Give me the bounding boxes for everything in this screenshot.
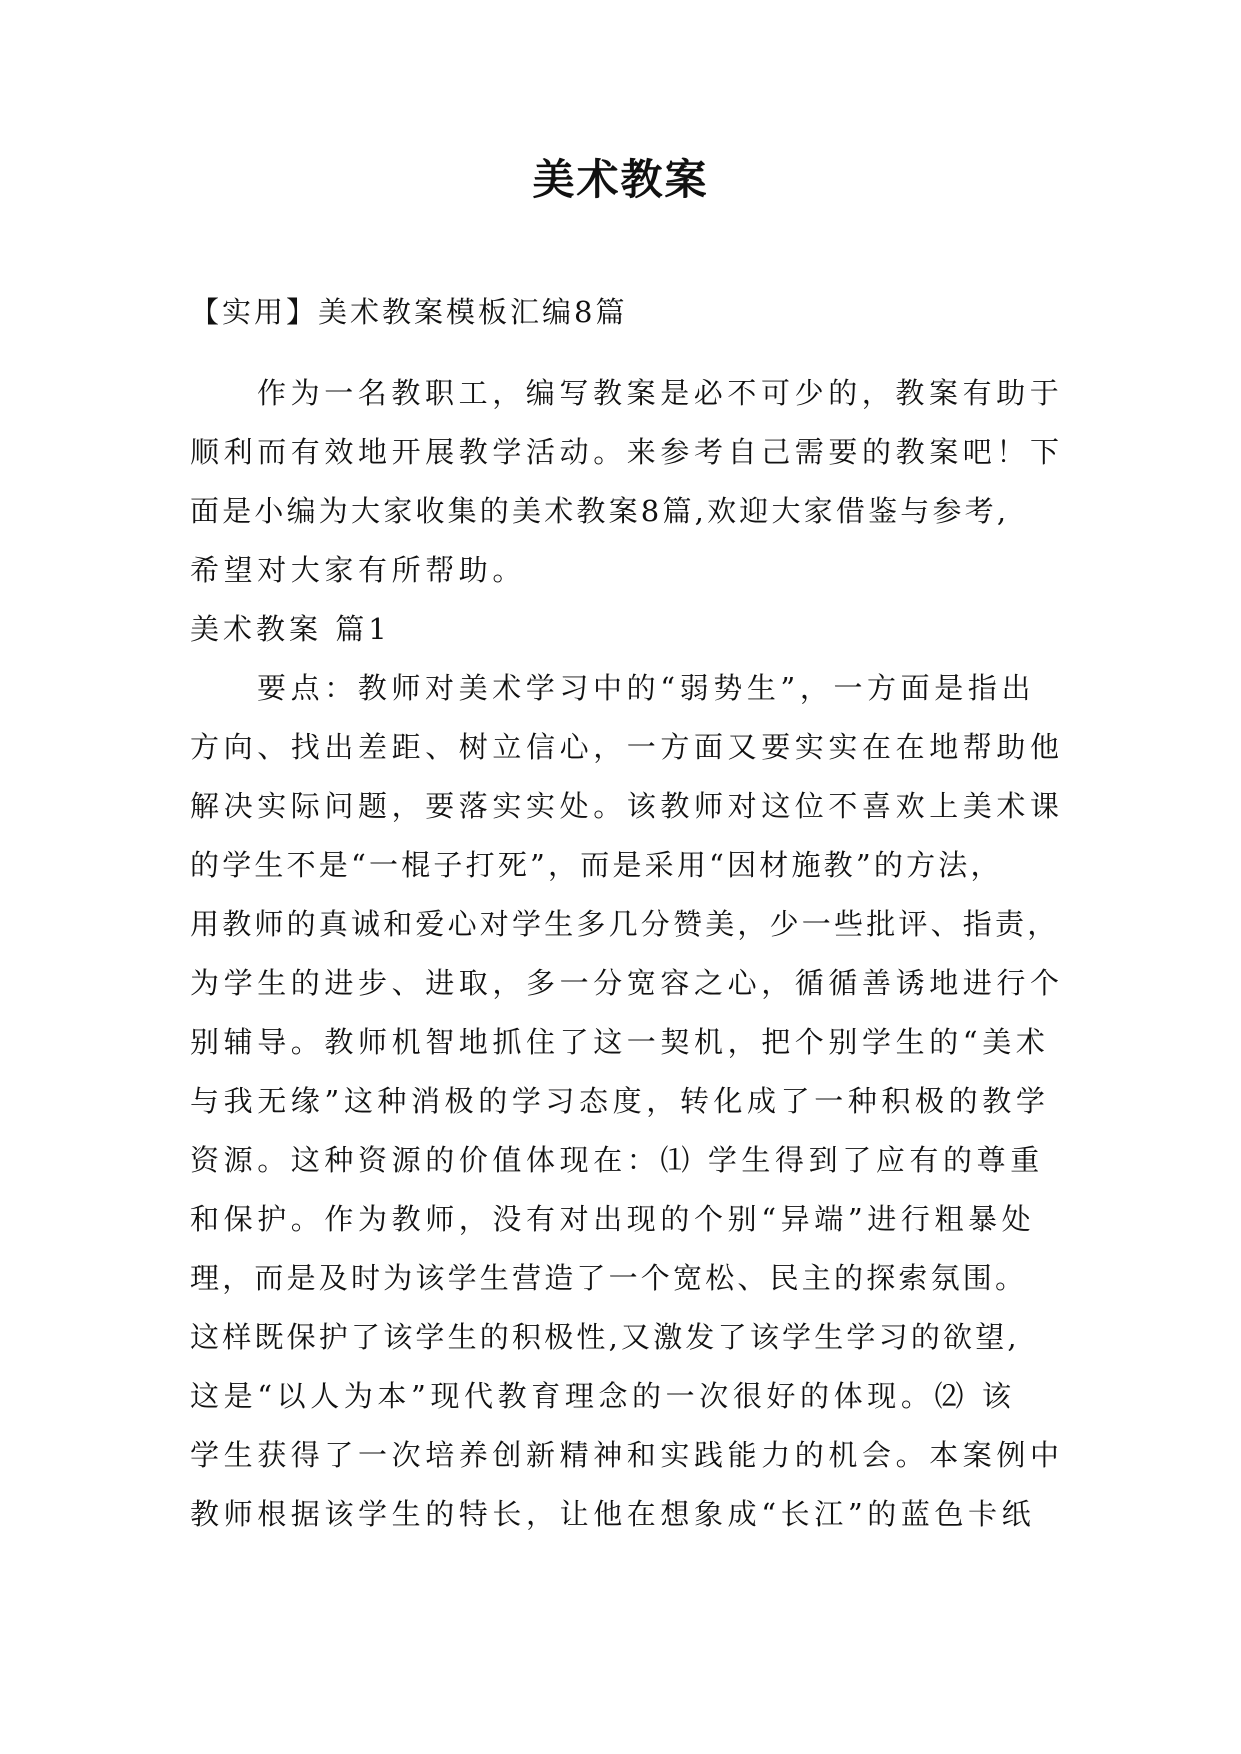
section-line: 教师根据该学生的特长，让他在想象成“长江”的蓝色卡纸	[190, 1497, 1036, 1531]
section-line: 要点：教师对美术学习中的“弱势生”，一方面是指出	[257, 671, 1036, 705]
section-line: 学生获得了一次培养创新精神和实践能力的机会。本案例中	[190, 1438, 1064, 1472]
intro-line: 顺利而有效地开展教学活动。来参考自己需要的教案吧！下	[190, 435, 1064, 469]
section-line: 用教师的真诚和爱心对学生多几分赞美，少一些批评、指责，	[190, 907, 1060, 941]
section-line: 这是“以人为本”现代教育理念的一次很好的体现。⑵ 该	[190, 1379, 1016, 1413]
section-line: 别辅导。教师机智地抓住了这一契机，把个别学生的“美术	[190, 1025, 1050, 1059]
section-line: 的学生不是“一棍子打死”，而是采用“因材施教”的方法，	[190, 848, 1003, 882]
section-line: 这样既保护了该学生的积极性,又激发了该学生学习的欲望,	[190, 1320, 1020, 1354]
section-heading: 美术教案 篇1	[190, 612, 391, 646]
section-line: 和保护。作为教师，没有对出现的个别“异端”进行粗暴处	[190, 1202, 1036, 1236]
section-line: 方向、找出差距、树立信心，一方面又要实实在在地帮助他	[190, 730, 1064, 764]
document-title: 美术教案	[532, 155, 709, 204]
intro-line: 面是小编为大家收集的美术教案8篇,欢迎大家借鉴与参考,	[190, 494, 1010, 528]
section-line: 理，而是及时为该学生营造了一个宽松、民主的探索氛围。	[190, 1261, 1028, 1295]
intro-paragraph	[190, 364, 1064, 1544]
intro-line: 作为一名教职工，编写教案是必不可少的，教案有助于	[257, 376, 1064, 410]
section-line: 与我无缘”这种消极的学习态度，转化成了一种积极的教学	[190, 1084, 1050, 1118]
section-line: 为学生的进步、进取，多一分宽容之心，循循善诱地进行个	[190, 966, 1064, 1000]
section-line: 解决实际问题，要落实实处。该教师对这位不喜欢上美术课	[190, 789, 1064, 823]
section-line: 资源。这种资源的价值体现在：⑴ 学生得到了应有的尊重	[190, 1143, 1044, 1177]
intro-line: 希望对大家有所帮助。	[190, 553, 527, 587]
document-subtitle: 【实用】美术教案模板汇编8篇	[190, 295, 628, 329]
